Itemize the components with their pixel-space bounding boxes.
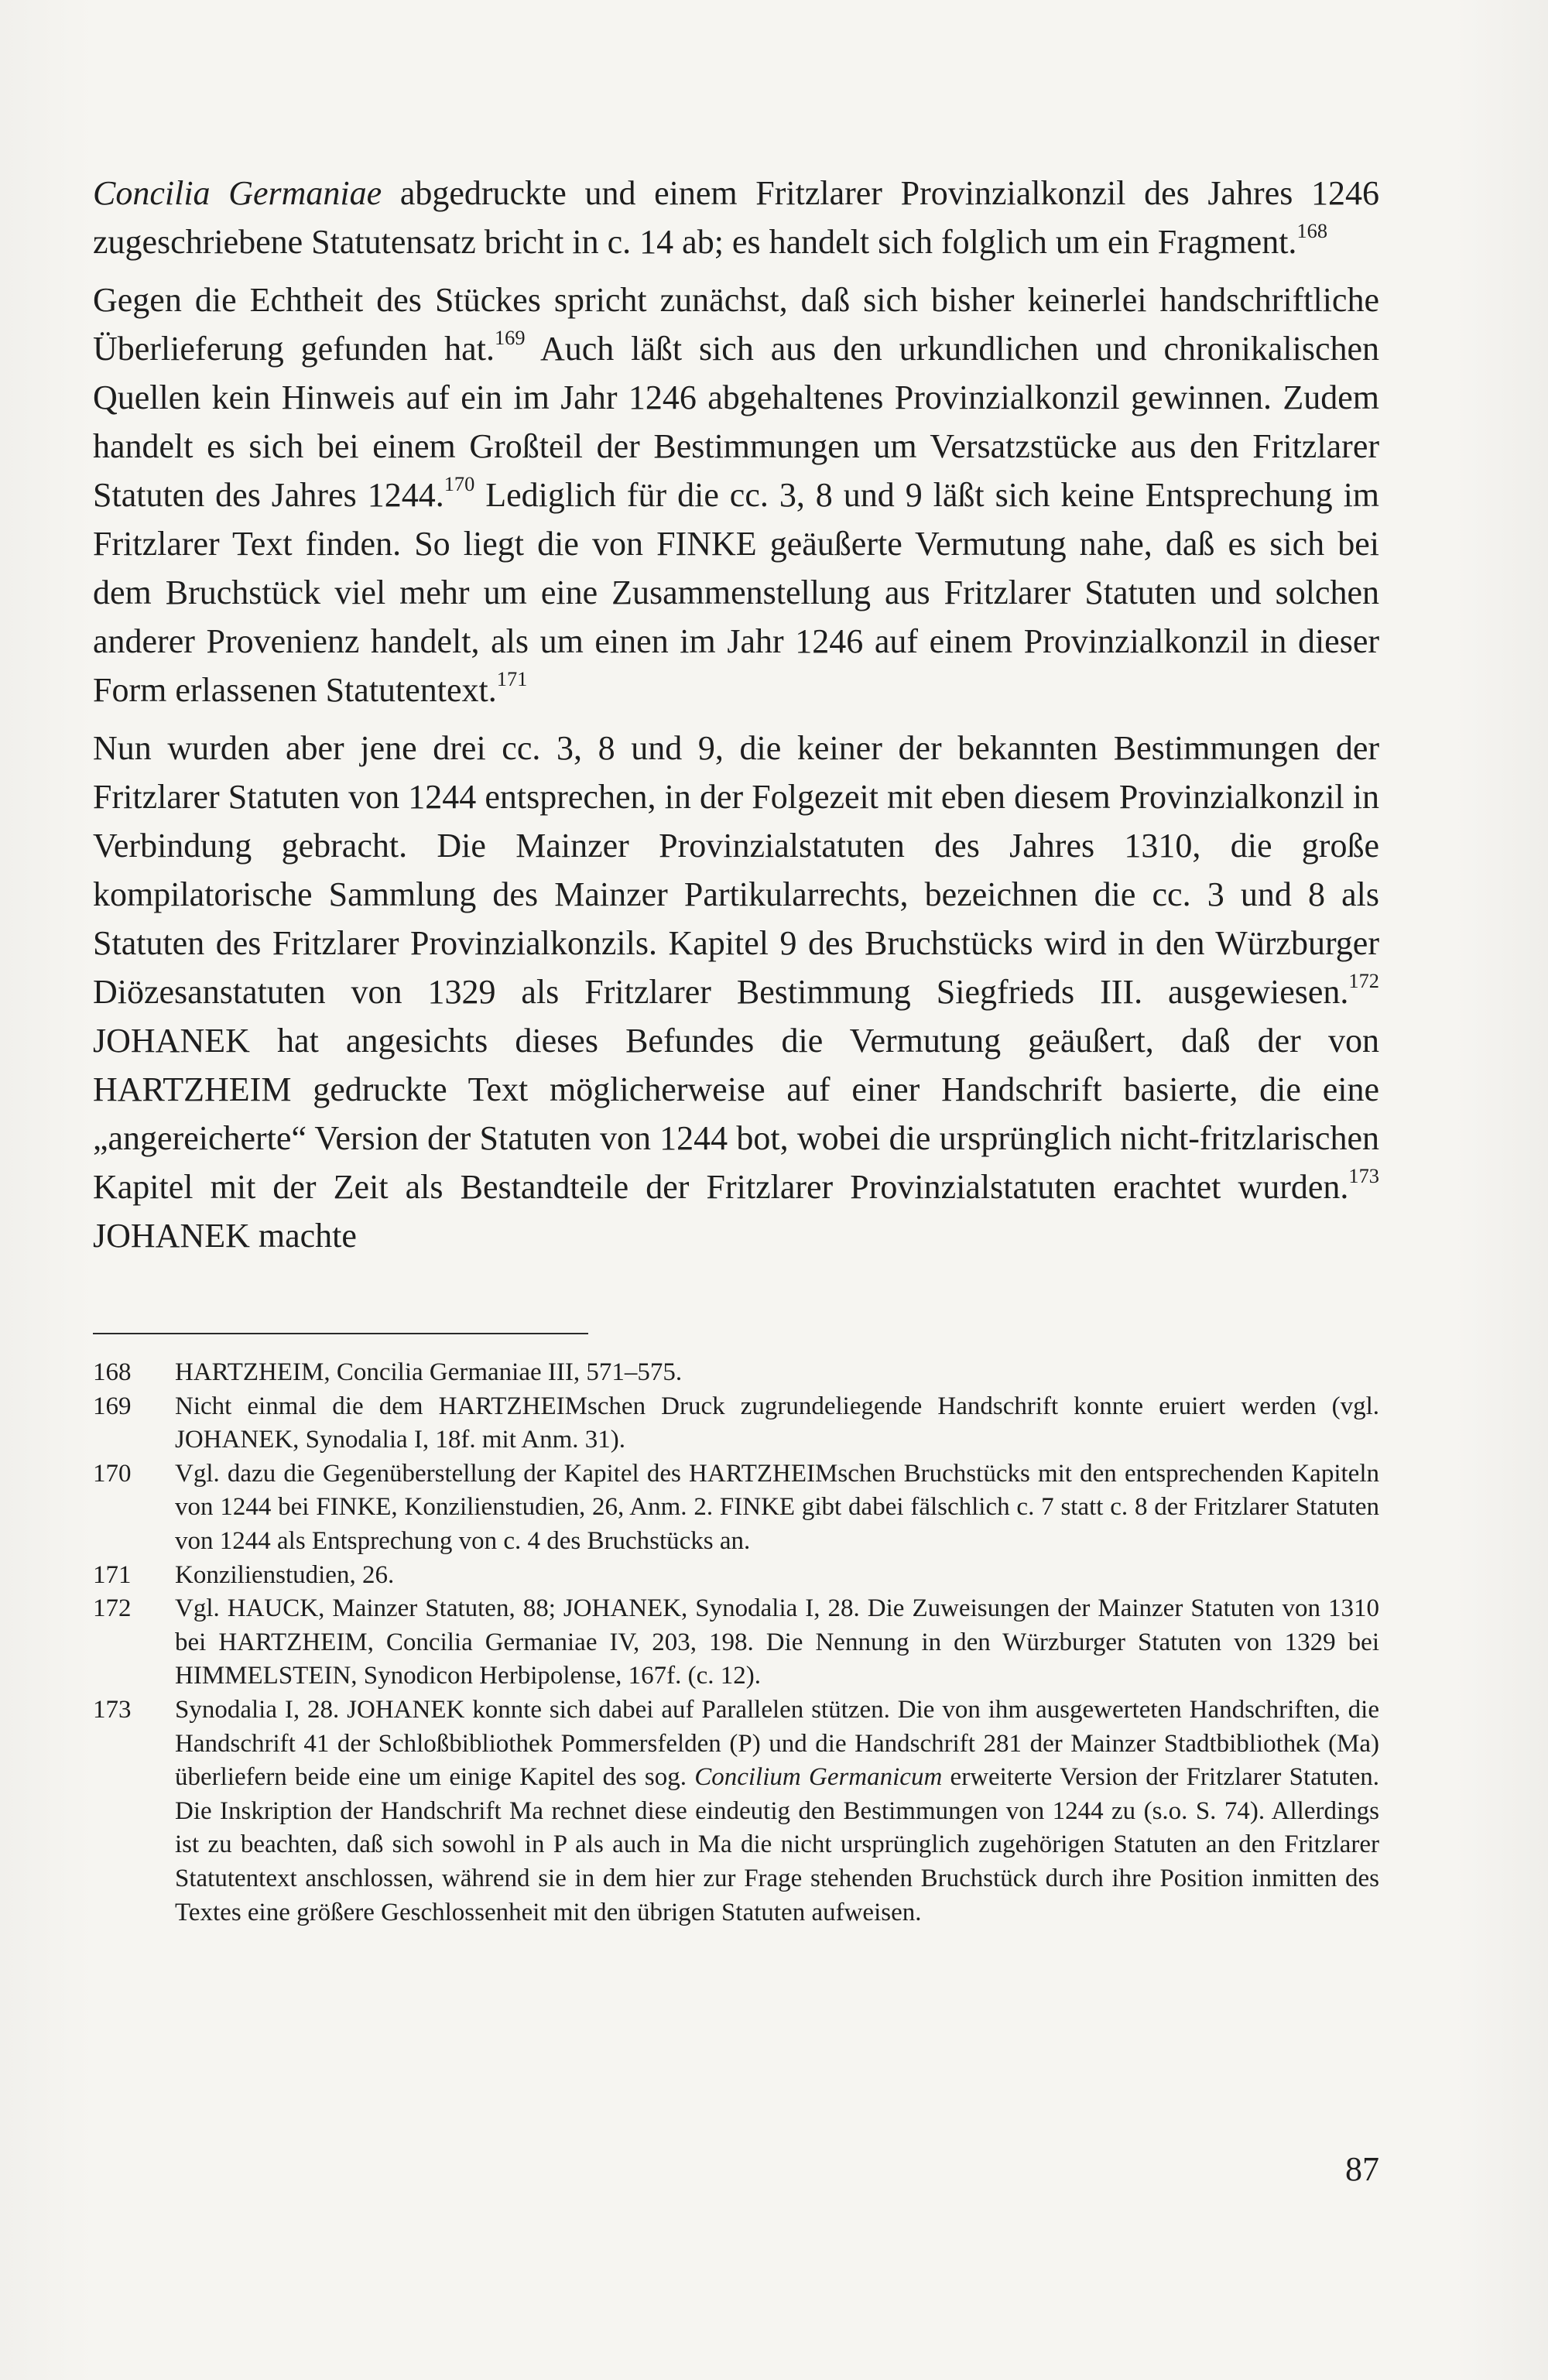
footnote-text — [175, 1693, 1379, 1930]
text-run: JOHANEK machte — [93, 1217, 357, 1255]
footnote-reference: 173 — [1348, 1164, 1379, 1188]
footnote — [93, 1457, 1379, 1559]
text-run: Lediglich für die cc. 3, 8 und 9 läßt sich keine Entsprechung im Fritzlarer Text finden. So liegt die von FINKE geäußerte Vermutung nahe, daß es sich bei dem Bruchstück viel mehr um eine Zusammenstellung aus Fritzlarer Statuten und solchen anderer Provenienz handelt, als um einen im Jahr 1246 auf einem Provinzialkonzil in dieser Form erlassenen Statutentext. — [93, 476, 1380, 709]
footnote-reference: 171 — [496, 667, 528, 691]
text-run: Nun wurden aber jene drei cc. 3, 8 und 9, die keiner der bekannten Bestimmungen der Fritzlarer Statuten von 1244 entsprechen, in der Folgezeit mit eben diesem Provinzialkonzil in Verbindung gebracht. Die Mainzer Provinzialstatuten des Jahres 1310, die große kompilatorische Sammlung des Mainzer Partikularrechts, bezeichnen die cc. 3 und 8 als Statuten des Fritzlarer Provinzialkonzils. Kapitel 9 des Bruchstücks wird in den Würzburger Diözesanstatuten von 1329 als Fritzlarer Bestimmung Siegfrieds III. ausgewiesen. — [93, 729, 1379, 1011]
text-run: erweiterte Version der Fritzlarer Statuten. Die Inskription der Handschrift Ma rechnet diese eindeutig den Bestimmungen von 1244 zu (s.o. S. 74). Allerdings ist zu beachten, daß sich sowohl in P als auch in Ma die nicht ursprünglich zugehörigen Statuten an den Fritzlarer Statutentext anschlossen, während sie in dem hier zur Frage stehenden Bruchstück durch ihre Position inmitten des Textes eine größere Geschlossenheit mit den übrigen Statuten aufweisen. — [175, 1763, 1380, 1926]
footnote — [93, 1559, 1379, 1593]
footnote-number: 173 — [93, 1695, 132, 1724]
text-run: abgedruckte und einem Fritzlarer Provinzialkonzil des Jahres 1246 zugeschriebene Statutensatz bricht in c. 14 ab; es handelt sich folglich um ein Fragment. — [93, 174, 1380, 261]
page-number: 87 — [1345, 2150, 1379, 2188]
footnote-reference: 169 — [494, 326, 526, 350]
text-run: Synodalia I, 28. JOHANEK konnte sich dabei auf Parallelen stützen. Die von ihm ausgewerteten Handschriften, die Handschrift 41 der Schloßbibliothek Pommersfelden (P) und die Handschrift 281 der Mainzer Stadtbibliothek (Ma) überliefern beide eine um einige Kapitel des sog. — [175, 1695, 1379, 1792]
text-run: Gegen die Echtheit des Stückes spricht zunächst, daß sich bisher keinerlei handschriftliche Überlieferung gefunden hat. — [93, 281, 1379, 368]
footnote-number: 168 — [93, 1358, 132, 1386]
footnote-text — [175, 1356, 1379, 1390]
italic-title: Concilium Germanicum — [694, 1763, 943, 1792]
text-run: Vgl. HAUCK, Mainzer Statuten, 88; JOHANEK, Synodalia I, 28. Die Zuweisungen der Mainzer Statuten von 1310 bei HARTZHEIM, Concilia Germaniae IV, 203, 198. Die Nennung in den Würzburger Statuten von 1329 bei HIMMELSTEIN, Synodicon Herbipolense, 167f. (c. 12). — [175, 1594, 1379, 1690]
text-run: Auch läßt sich aus den urkundlichen und chronikalischen Quellen kein Hinweis auf ein im Jahr 1246 abgehaltenes Provinzialkonzil gewinnen. Zudem handelt es sich bei einem Großteil der Bestimmungen um Versatzstücke aus den Fritzlarer Statuten des Jahres 1244. — [93, 330, 1380, 514]
footnote-text — [175, 1390, 1379, 1457]
footnote-number: 172 — [93, 1594, 132, 1623]
footnote-number: 170 — [93, 1459, 132, 1488]
footnote-reference: 172 — [1348, 969, 1379, 993]
footnotes — [93, 1356, 1379, 1930]
paragraph — [93, 724, 1379, 1260]
footnote-reference: 170 — [444, 472, 475, 496]
footnote-number: 169 — [93, 1392, 132, 1420]
footnote — [93, 1693, 1379, 1930]
text-run: HARTZHEIM, Concilia Germaniae III, 571–575. — [175, 1358, 683, 1386]
footnote-text — [175, 1559, 1379, 1593]
italic-title: Concilia Germaniae — [93, 174, 382, 212]
footnote-number: 171 — [93, 1560, 132, 1589]
footnote-text — [175, 1457, 1379, 1559]
text-run: Konzilienstudien, 26. — [175, 1560, 395, 1589]
text-run: JOHANEK hat angesichts dieses Befundes die Vermutung geäußert, daß der von HARTZHEIM gedruckte Text möglicherweise auf einer Handschrift basierte, die eine „angereicherte“ Version der Statuten von 1244 bot, wobei die ursprünglich nicht-fritzlarischen Kapitel mit der Zeit als Bestandteile der Fritzlarer Provinzialstatuten erachtet wurden. — [93, 1022, 1379, 1206]
text-run: Vgl. dazu die Gegenüberstellung der Kapitel des HARTZHEIMschen Bruchstücks mit den entsprechenden Kapiteln von 1244 bei FINKE, Konzilienstudien, 26, Anm. 2. FINKE gibt dabei fälschlich c. 7 statt c. 8 der Fritzlarer Statuten von 1244 als Entsprechung von c. 4 des Bruchstücks an. — [175, 1459, 1379, 1555]
footnote — [93, 1390, 1379, 1457]
footnote-reference: 168 — [1296, 219, 1328, 243]
paragraph — [93, 276, 1379, 714]
footnote-separator — [93, 1333, 588, 1334]
main-text — [93, 169, 1379, 1269]
footnote — [93, 1592, 1379, 1693]
footnote — [93, 1356, 1379, 1390]
footnote-text — [175, 1592, 1379, 1693]
paragraph — [93, 169, 1379, 266]
text-run: Nicht einmal die dem HARTZHEIMschen Druck zugrundeliegende Handschrift konnte eruiert werden (vgl. JOHANEK, Synodalia I, 18f. mit Anm. 31). — [175, 1392, 1379, 1454]
